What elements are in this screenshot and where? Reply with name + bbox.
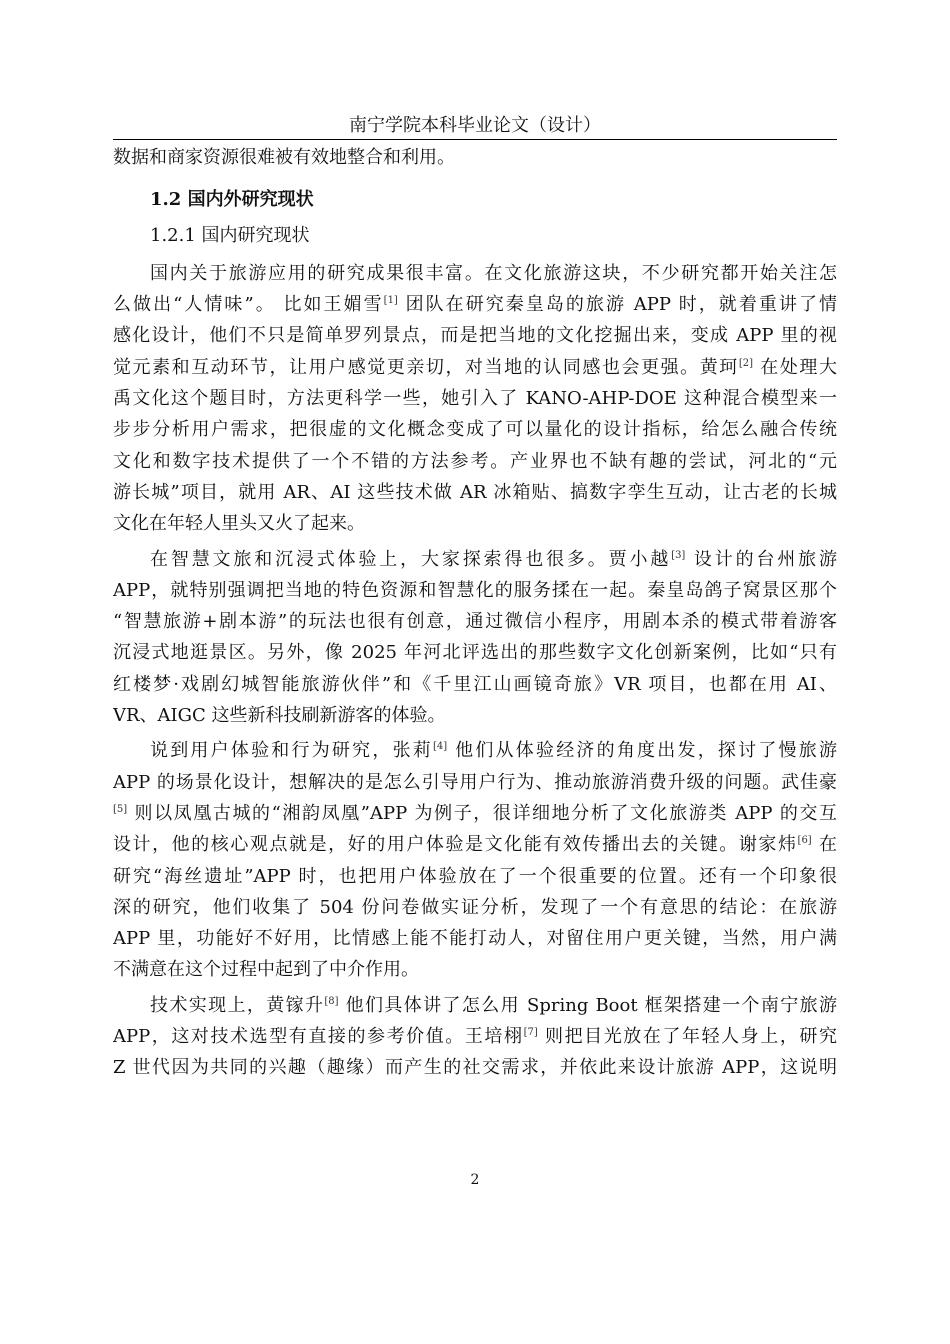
paragraph-line: APP 里，功能好不好用，比情感上能不能打动人，对留住用户更关键，当然，用户满 bbox=[113, 928, 837, 950]
paragraph-line: 游长城”项目，就用 AR、AI 这些技术做 AR 冰箱贴、搞数字孪生互动，让古老的长城 bbox=[113, 481, 837, 503]
text-run: APP，这对技术选型有直接的参考价值。王培栩 bbox=[113, 1026, 524, 1048]
citation-ref: [4] bbox=[433, 741, 448, 753]
paragraph-line: 国内关于旅游应用的研究成果很丰富。在文化旅游这块，不少研究都开始关注怎 bbox=[150, 262, 837, 284]
header-divider bbox=[113, 139, 837, 140]
text-run: 说到用户体验和行为研究，张莉 bbox=[150, 740, 434, 762]
continuation-line: 数据和商家资源很难被有效地整合和利用。 bbox=[113, 147, 455, 168]
paragraph-3 bbox=[113, 735, 837, 985]
paragraph-line: 禹文化这个题目时，方法更科学一些，她引入了 KANO-AHP-DOE 这种混合模型来一 bbox=[113, 388, 837, 410]
paragraph-line: VR、AIGC 这些新科技刷新游客的体验。 bbox=[113, 705, 446, 727]
paragraph-line: 深的研究，他们收集了 504 份问卷做实证分析，发现了一个有意思的结论：在旅游 bbox=[113, 896, 837, 918]
text-run: 他们从体验经济的角度出发，探讨了慢旅游 bbox=[447, 740, 837, 762]
paragraph-line: 文化在年轻人里头又火了起来。 bbox=[113, 513, 365, 535]
page-body bbox=[113, 142, 837, 1084]
paragraph-line: 红楼梦·戏剧幻城智能旅游伙伴”和《千里江山画镜奇旅》VR 项目，也都在用 AI、 bbox=[113, 673, 837, 695]
paragraph-line bbox=[113, 990, 837, 1021]
paragraph-1 bbox=[113, 258, 837, 540]
text-run: 在处理大 bbox=[753, 356, 837, 378]
citation-ref: [7] bbox=[523, 1027, 538, 1039]
text-run: 他们具体讲了怎么用 Spring Boot 框架搭建一个南宁旅游 bbox=[338, 994, 837, 1016]
paragraph-line: 文化和数字技术提供了一个不错的方法参考。产业界也不缺有趣的尝试，河北的“元 bbox=[113, 450, 837, 472]
text-run: 在 bbox=[811, 834, 837, 856]
section-heading: 1.2 国内外研究现状 bbox=[150, 189, 314, 211]
text-run: 觉元素和互动环节，让用户感觉更亲切，对当地的认同感也会更强。黄珂 bbox=[113, 356, 739, 378]
citation-ref: [8] bbox=[324, 995, 339, 1007]
paragraph-line: Z 世代因为共同的兴趣（趣缘）而产生的社交需求，并依此来设计旅游 APP，这说明 bbox=[113, 1057, 837, 1079]
text-run: 设计的台州旅游 bbox=[685, 548, 837, 570]
text-run: 么做出“人情味”。 比如王媚雪 bbox=[113, 294, 384, 316]
citation-ref: [2] bbox=[738, 357, 754, 369]
paragraph-line: “智慧旅游+剧本游”的玩法也很有创意，通过微信小程序，用剧本杀的模式带着游客 bbox=[113, 611, 837, 633]
paragraph-line bbox=[113, 352, 837, 383]
subsection-heading: 1.2.1 国内研究现状 bbox=[150, 224, 310, 246]
paragraph-line: 沉浸式地逛景区。另外，像 2025 年河北评选出的那些数字文化创新案例，比如“只有 bbox=[113, 642, 837, 664]
text-run: 则把目光放在了年轻人身上，研究 bbox=[537, 1026, 837, 1048]
paragraph-line: 感化设计，他们不只是简单罗列景点，而是把当地的文化挖掘出来，变成 APP 里的视 bbox=[113, 325, 837, 347]
paragraph-line: 步步分析用户需求，把很虚的文化概念变成了可以量化的设计指标，给怎么融合传统 bbox=[113, 419, 837, 441]
paragraph-line: APP，就特别强调把当地的特色资源和智慧化的服务揉在一起。秦皇岛鸽子窝景区那个 bbox=[113, 579, 837, 601]
paragraph-2 bbox=[113, 544, 837, 732]
paragraph-4 bbox=[113, 990, 837, 1084]
text-run: 技术实现上，黄镓升 bbox=[150, 994, 325, 1016]
citation-ref: [1] bbox=[383, 295, 398, 307]
paragraph-line: APP 的场景化设计，想解决的是怎么引导用户行为、推动旅游消费升级的问题。武佳豪 bbox=[113, 771, 837, 793]
text-run: 团队在研究秦皇岛的旅游 APP 时，就着重讲了情 bbox=[397, 294, 837, 316]
running-header: 南宁学院本科毕业论文（设计） bbox=[349, 115, 601, 136]
text-run: 设计，他的核心观点就是，好的用户体验是文化能有效传播出去的关键。谢家炜 bbox=[113, 834, 798, 856]
page-number: 2 bbox=[470, 1172, 480, 1188]
text-run: 在智慧文旅和沉浸式体验上，大家探索得也很多。贾小越 bbox=[150, 548, 672, 570]
citation-ref: [3] bbox=[671, 549, 686, 561]
paragraph-line bbox=[113, 735, 837, 766]
paragraph-line: 研究“海丝遗址”APP 时，也把用户体验放在了一个很重要的位置。还有一个印象很 bbox=[113, 865, 837, 887]
citation-ref: [6] bbox=[797, 835, 812, 847]
text-run: 则以凤凰古城的“湘韵凤凰”APP 为例子，很详细地分析了文化旅游类 APP 的交互 bbox=[127, 802, 837, 824]
paragraph-line bbox=[113, 798, 837, 829]
paragraph-line: 不满意在这个过程中起到了中介作用。 bbox=[113, 959, 419, 981]
paragraph-line bbox=[113, 289, 837, 320]
paragraph-line bbox=[113, 1021, 837, 1052]
paragraph-line bbox=[113, 544, 837, 575]
citation-ref: [5] bbox=[113, 803, 128, 815]
paragraph-line bbox=[113, 829, 837, 860]
